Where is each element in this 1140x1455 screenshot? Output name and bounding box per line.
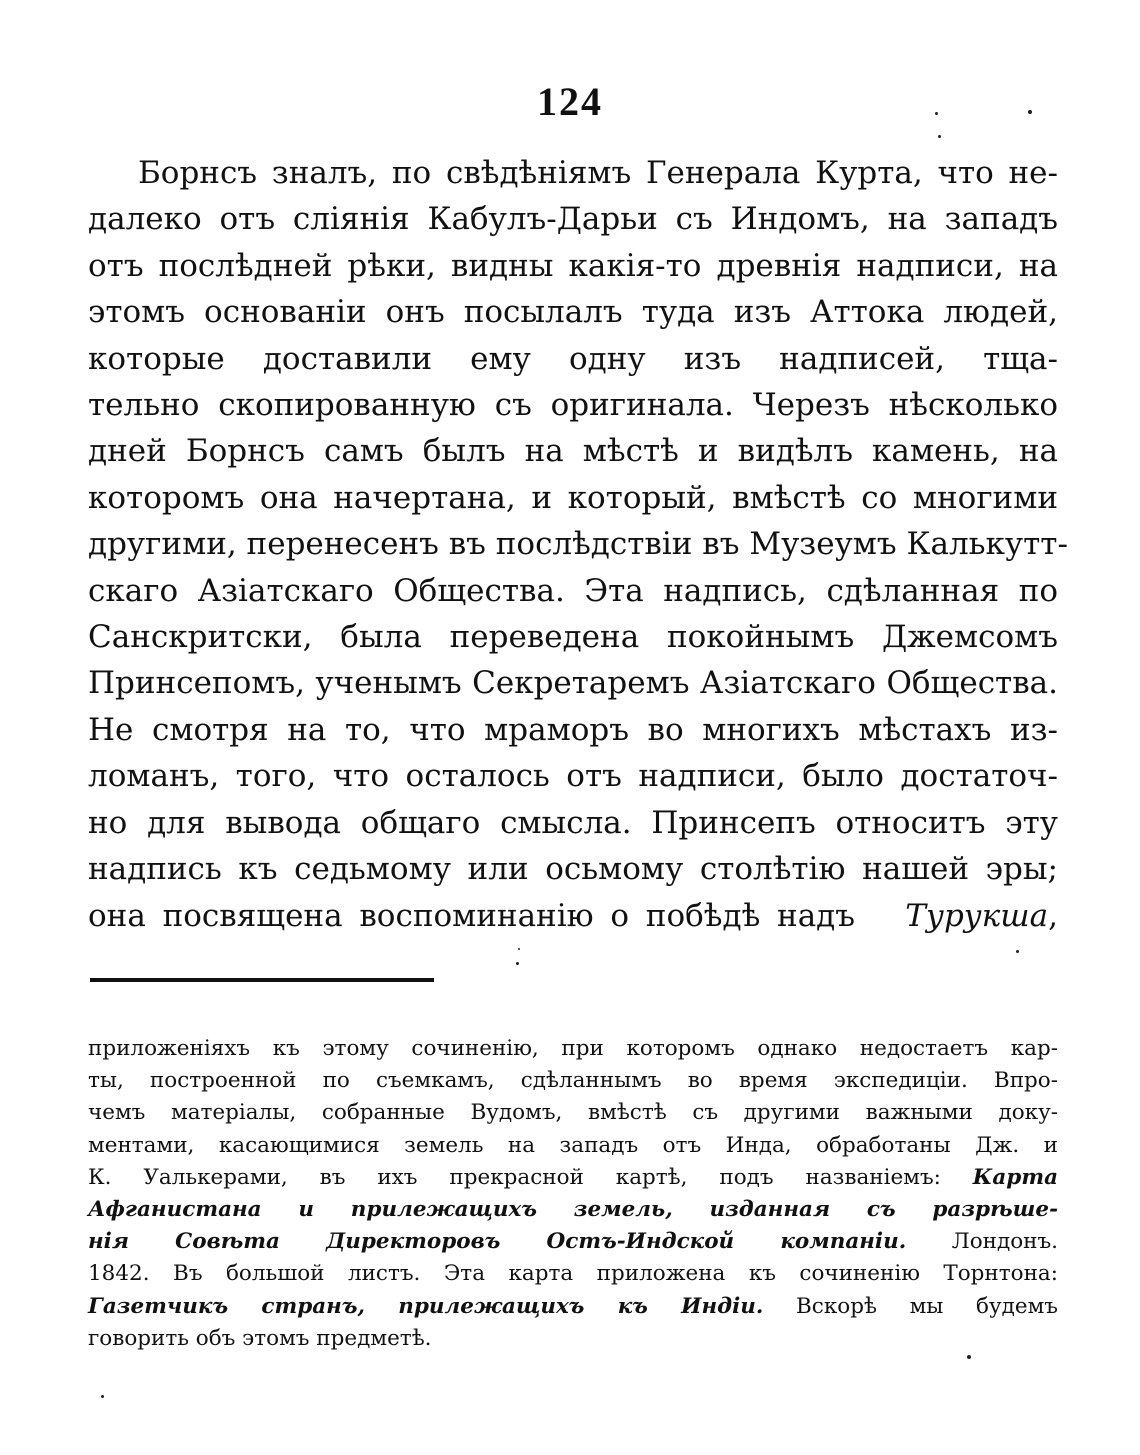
footnote-line: чемъ матеріалы, собранные Вудомъ, вмѣстѣ съ другими важными доку- <box>88 1100 1058 1126</box>
print-speck <box>935 112 938 115</box>
footnote-separator-rule <box>90 978 434 982</box>
text-line: Принсепомъ, ученымъ Секретаремъ Азіатскаго Общества. <box>88 665 1058 702</box>
footnote-line: приложеніяхъ къ этому сочиненію, при которомъ однако недостаетъ кар- <box>88 1036 1058 1061</box>
page-number: 124 <box>537 79 603 124</box>
footnote-book-title: Газетчикъ странъ, прилежащихъ къ Индіи. <box>88 1293 764 1319</box>
italic-term-turuksha: Турукша <box>905 897 1049 934</box>
footnote-line: ментами, касающимися земель на западъ отъ Инда, обработаны Дж. и <box>88 1132 1058 1158</box>
print-speck <box>967 1355 971 1359</box>
footnote-line7-plain: Лондонъ. <box>951 1229 1058 1255</box>
text-line: другими, перенесенъ въ послѣдствіи въ Музеумъ Калькутт- <box>88 526 1068 563</box>
print-speck <box>1028 110 1032 114</box>
text-line: тельно скопированную съ оригинала. Черезъ нѣсколько <box>88 387 1058 424</box>
text-line: Не смотря на то, что мраморъ во многихъ мѣстахъ из- <box>88 711 1058 748</box>
footnote-line <box>88 1291 1058 1323</box>
text-line: далеко отъ сліянія Кабулъ-Дарьи съ Индомъ, на западъ <box>88 201 1058 238</box>
footnote-line <box>88 1194 1058 1226</box>
footnote-map-title-cont: Афганистана и прилежащихъ земель, изданная съ разрѣше- <box>88 1197 1058 1223</box>
footnote-line: говорить объ этомъ предметѣ. <box>88 1325 432 1351</box>
footnote-line: ты, построенной по съемкамъ, сдѣланнымъ во время экспедиціи. Впро- <box>88 1068 1058 1094</box>
text-line: которомъ она начертана, и который, вмѣстѣ со многими <box>88 479 1058 516</box>
footnote-line: 1842. Въ большой листъ. Эта карта приложена къ сочиненію Торнтона: <box>88 1261 1058 1287</box>
text-line: этомъ основаніи онъ посылалъ туда изъ Аттока людей, <box>88 294 1058 331</box>
text-line-last-end: , <box>1048 897 1059 934</box>
text-line: отъ послѣдней рѣки, видны какія-то древнія надписи, на <box>88 247 1058 284</box>
print-speck <box>518 948 520 950</box>
text-line: которые доставили ему одну изъ надписей, тща- <box>88 340 1058 377</box>
text-line-last-plain: она посвящена воспоминанію о побѣдѣ надъ <box>88 897 855 934</box>
text-line: Борнсъ зналъ, по свѣдѣніямъ Генерала Курта, что не- <box>138 155 1058 191</box>
print-speck <box>516 962 519 965</box>
footnote-line <box>88 1226 1058 1258</box>
print-speck <box>938 135 941 138</box>
footnote-line <box>88 1162 1058 1194</box>
text-line: Санскритски, была переведена покойнымъ Джемсомъ <box>88 619 1058 656</box>
footnote-map-title-end: нія Совѣта Директоровъ Остъ-Индской компаніи. <box>88 1229 907 1255</box>
main-text <box>88 150 1068 939</box>
text-line: дней Борнсъ самъ былъ на мѣстѣ и видѣлъ камень, на <box>88 433 1058 470</box>
text-line-last <box>88 893 1058 939</box>
footnote <box>88 1033 1058 1355</box>
text-line: ломанъ, того, что осталось отъ надписи, было достаточ- <box>88 758 1058 795</box>
print-speck <box>1016 950 1019 953</box>
footnote-line5-plain: К. Уалькерами, въ ихъ прекрасной картѣ, подъ названіемъ: <box>88 1164 941 1190</box>
text-line: но для вывода общаго смысла. Принсепъ относитъ эту <box>88 804 1058 841</box>
print-speck <box>101 1395 104 1398</box>
footnote-line9-plain: Вскорѣ мы будемъ <box>796 1293 1058 1319</box>
footnote-map-title: Карта <box>972 1164 1058 1190</box>
text-line: скаго Азіатскаго Общества. Эта надпись, сдѣланная по <box>88 572 1058 609</box>
text-line: надпись къ седьмому или осьмому столѣтію нашей эры; <box>88 851 1058 888</box>
